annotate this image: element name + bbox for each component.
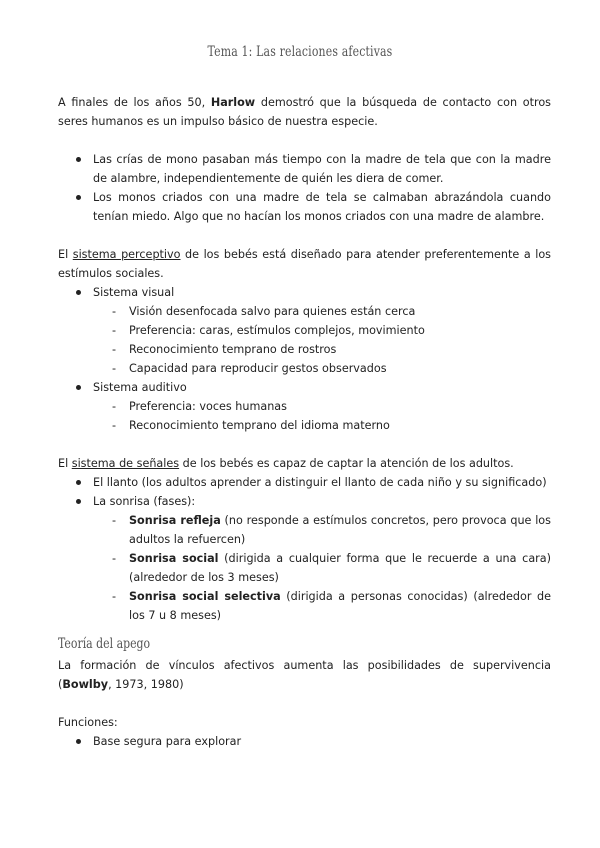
list-item-auditivo — [58, 378, 551, 435]
section-heading-apego: Teoría del apego — [58, 636, 151, 652]
sub-list-item: - Reconocimiento temprano del idioma materno — [93, 416, 551, 435]
funciones-list — [58, 732, 551, 751]
funciones-label: Funciones: — [58, 716, 118, 729]
page-title: Tema 1: Las relaciones afectivas — [207, 44, 393, 60]
list-item-visual — [58, 283, 551, 378]
intro-text-pre: A finales de los años 50, — [58, 96, 211, 109]
apego-text-post: , 1973, 1980) — [108, 678, 184, 691]
apego-bold-bowlby: Bowlby — [62, 678, 109, 691]
perceptivo-list — [58, 283, 551, 435]
sonrisa-phase-name: Sonrisa social selectiva — [129, 590, 281, 603]
senales-paragraph — [58, 454, 551, 473]
senales-underlined: sistema de señales — [71, 457, 180, 470]
list-item: Base segura para explorar — [58, 732, 551, 751]
senales-list — [58, 473, 551, 625]
visual-sublist — [93, 302, 551, 378]
perceptivo-underlined: sistema perceptivo — [72, 248, 181, 261]
list-item-llanto: El llanto (los adultos aprender a distinguir el llanto de cada niño y su significado) — [58, 473, 551, 492]
apego-paragraph — [58, 656, 551, 694]
auditivo-sublist — [93, 397, 551, 435]
sub-list-item: - Capacidad para reproducir gestos observados — [93, 359, 551, 378]
list-item-sonrisa — [58, 492, 551, 625]
apego-text-pre: La formación de vínculos afectivos aumenta las posibilidades de supervivencia ( — [58, 659, 551, 691]
perceptivo-text-post: de los bebés está diseñado para atender preferentemente a los estímulos sociales. — [58, 248, 552, 280]
senales-text-post: de los bebés es capaz de captar la atención de los adultos. — [179, 457, 514, 470]
sub-list-item: - Preferencia: voces humanas — [93, 397, 551, 416]
sonrisa-phase-name: Sonrisa social — [129, 552, 219, 565]
perceptivo-paragraph — [58, 245, 551, 283]
list-item: Los monos criados con una madre de tela se calmaban abrazándola cuando tenían miedo. Algo que no hacían los monos criados con una madre de alambre. — [58, 188, 551, 226]
senales-text-pre: El — [58, 457, 72, 470]
intro-bold-harlow: Harlow — [210, 96, 256, 109]
harlow-list — [58, 150, 551, 226]
intro-paragraph — [58, 93, 551, 131]
sub-list-item: - Reconocimiento temprano de rostros — [93, 340, 551, 359]
sub-list-item: - Visión desenfocada salvo para quienes están cerca — [93, 302, 551, 321]
list-item: Las crías de mono pasaban más tiempo con la madre de tela que con la madre de alambre, independientemente de quién les diera de comer. — [58, 150, 551, 188]
sub-list-item — [93, 511, 551, 549]
visual-label: Sistema visual — [93, 286, 175, 299]
document-body — [58, 93, 551, 751]
sub-list-item — [93, 549, 551, 587]
sonrisa-phase-desc: (dirigida a personas conocidas) (alrededor de los 7 u 8 meses) — [129, 590, 551, 622]
sonrisa-label: La sonrisa (fases): — [93, 495, 196, 508]
sub-list-item — [93, 587, 551, 625]
perceptivo-text-pre: El — [58, 248, 73, 261]
sub-list-item: - Preferencia: caras, estímulos complejos, movimiento — [93, 321, 551, 340]
auditivo-label: Sistema auditivo — [93, 381, 187, 394]
sonrisa-phase-name: Sonrisa refleja — [129, 514, 221, 527]
intro-text-post: demostró que la búsqueda de contacto con otros seres humanos es un impulso básico de nuestra especie. — [58, 96, 551, 128]
sonrisa-sublist — [93, 511, 551, 625]
sonrisa-phase-desc: (dirigida a cualquier forma que le recuerde a una cara) (alrededor de los 3 meses) — [129, 552, 552, 584]
sonrisa-phase-desc: (no responde a estímulos concretos, pero provoca que los adultos la refuercen) — [129, 514, 551, 546]
